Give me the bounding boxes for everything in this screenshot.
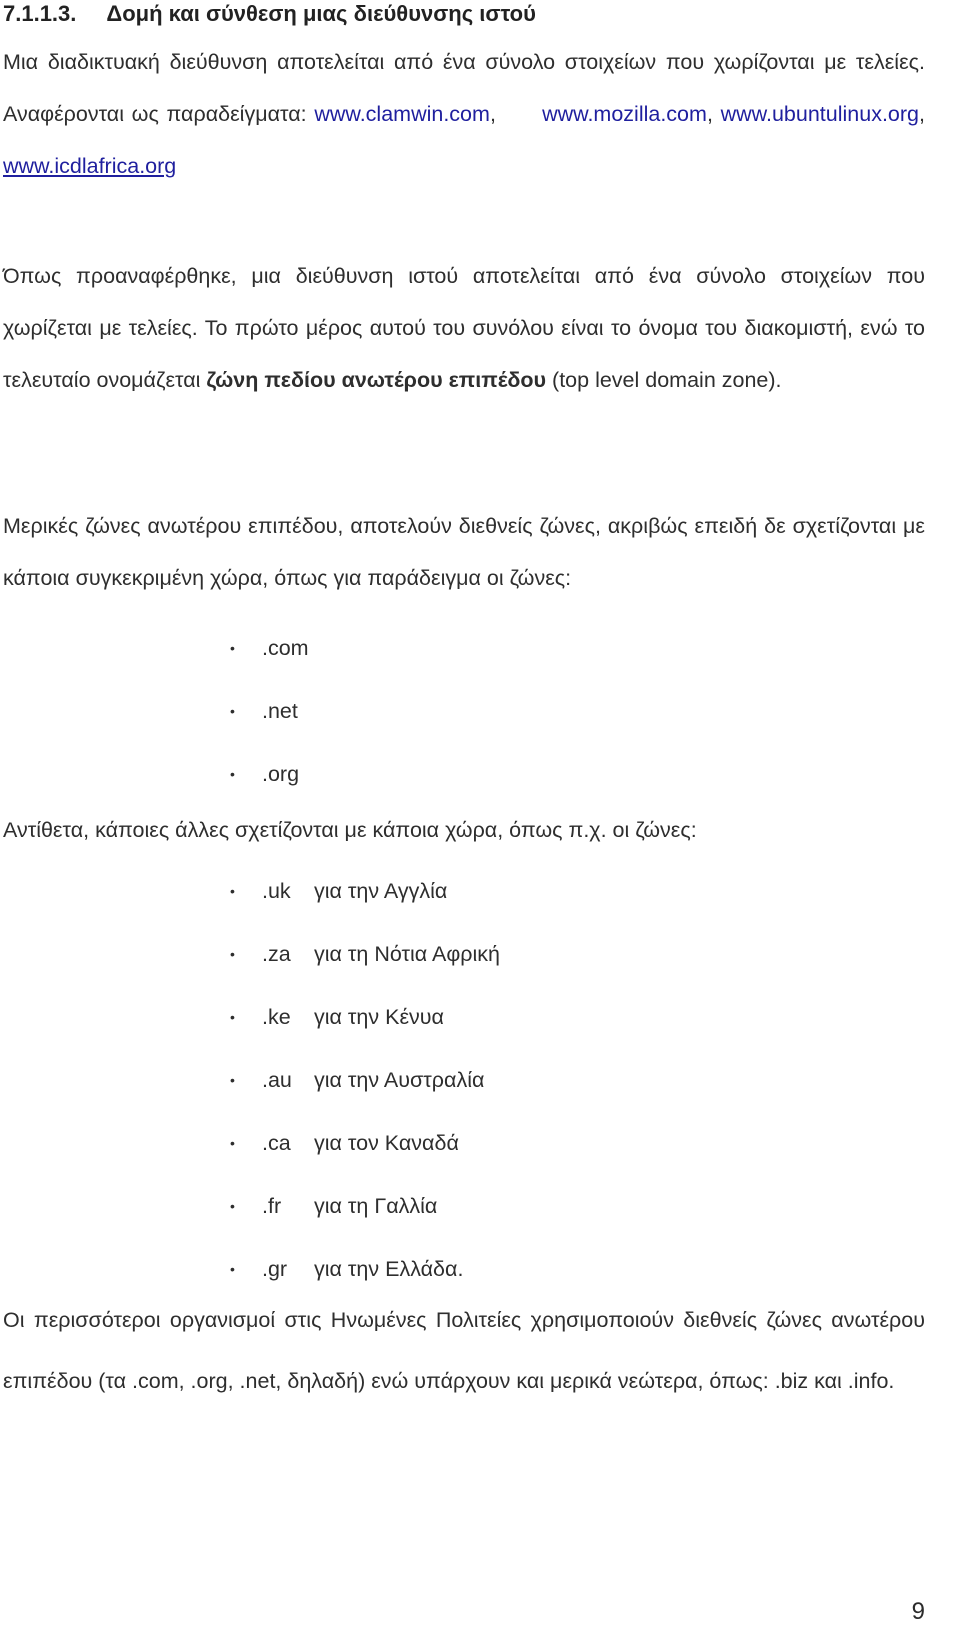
intro-paragraph: Μια διαδικτυακή διεύθυνση αποτελείται από ένα σύνολο στοιχείων που χωρίζονται με τελείες. Αναφέρονται ως παραδείγματα: www.clamwin.com, www.mozilla.com, www.ubuntulinux.org, www.icdlafrica.org (3, 50, 925, 178)
zone-code: .ca (262, 1131, 291, 1155)
list-item (230, 876, 500, 939)
zone-code: .za (262, 942, 291, 966)
zone-code: .ke (262, 1005, 291, 1029)
list-item (230, 696, 309, 759)
list-item (230, 1128, 500, 1191)
paragraph-4: Αντίθετα, κάποιες άλλες σχετίζονται με κάποια χώρα, όπως π.χ. οι ζώνες: (3, 818, 697, 842)
zone-code: .net (262, 699, 298, 723)
zone-desc: για την Ελλάδα. (314, 1257, 464, 1281)
country-zone-list (230, 876, 500, 1317)
zone-desc: για την Αγγλία (314, 879, 448, 903)
zone-code: .au (262, 1068, 292, 1092)
list-item (230, 1065, 500, 1128)
zone-code: .gr (262, 1257, 288, 1281)
zone-code: .com (262, 636, 309, 660)
zone-desc: για τον Καναδά (314, 1131, 459, 1155)
zone-desc: για τη Γαλλία (314, 1194, 438, 1218)
paragraph-2: Όπως προαναφέρθηκε, μια διεύθυνση ιστού αποτελείται από ένα σύνολο στοιχείων που χωρίζεται με τελείες. Το πρώτο μέρος αυτού του συνόλου είναι το όνομα του διακομιστή, ενώ το τελευταίο ονομάζεται ζώνη πεδίου ανωτέρου επιπέδου (top level domain zone). (3, 264, 925, 392)
link-clamwin[interactable]: www.clamwin.com (314, 102, 490, 126)
paragraph-5: Οι περισσότεροι οργανισμοί στις Ηνωμένες Πολιτείες χρησιμοποιούν διεθνείς ζώνες ανωτέρου επιπέδου (τα .com, .org, .net, δηλαδή) ενώ υπάρχουν και μερικά νεώτερα, όπως: .biz και .info. (3, 1308, 925, 1393)
link-ubuntulinux[interactable]: www.ubuntulinux.org (720, 102, 920, 126)
intro-text: Μια διαδικτυακή διεύθυνση αποτελείται από ένα σύνολο στοιχείων που χωρίζονται με τελείες. Αναφέρονται ως παραδείγματα: (3, 50, 925, 126)
link-mozilla[interactable]: www.mozilla.com (542, 102, 707, 126)
page-number: 9 (911, 1598, 925, 1625)
zone-code: .org (262, 762, 300, 786)
link-icdlafrica[interactable]: www.icdlafrica.org (3, 154, 177, 178)
zone-desc: για τη Νότια Αφρική (314, 942, 501, 966)
list-item (230, 633, 309, 696)
list-item (230, 1002, 500, 1065)
paragraph-3: Μερικές ζώνες ανωτέρου επιπέδου, αποτελούν διεθνείς ζώνες, ακριβώς επειδή δε σχετίζονται με κάποια συγκεκριμένη χώρα, όπως για παράδειγμα οι ζώνες: (3, 514, 925, 590)
section-heading (3, 0, 536, 28)
zone-desc: για την Κένυα (314, 1005, 444, 1029)
intl-zone-list (230, 633, 309, 822)
list-item (230, 1191, 500, 1254)
list-item (230, 939, 500, 1002)
section-number: 7.1.1.3. (3, 1, 77, 26)
zone-code: .fr (262, 1194, 282, 1218)
section-title: Δομή και σύνθεση μιας διεύθυνσης ιστού (106, 1, 536, 26)
zone-desc: για την Αυστραλία (314, 1068, 485, 1092)
zone-code: .uk (262, 879, 291, 903)
bold-term: ζώνη πεδίου ανωτέρου επιπέδου (206, 368, 547, 392)
